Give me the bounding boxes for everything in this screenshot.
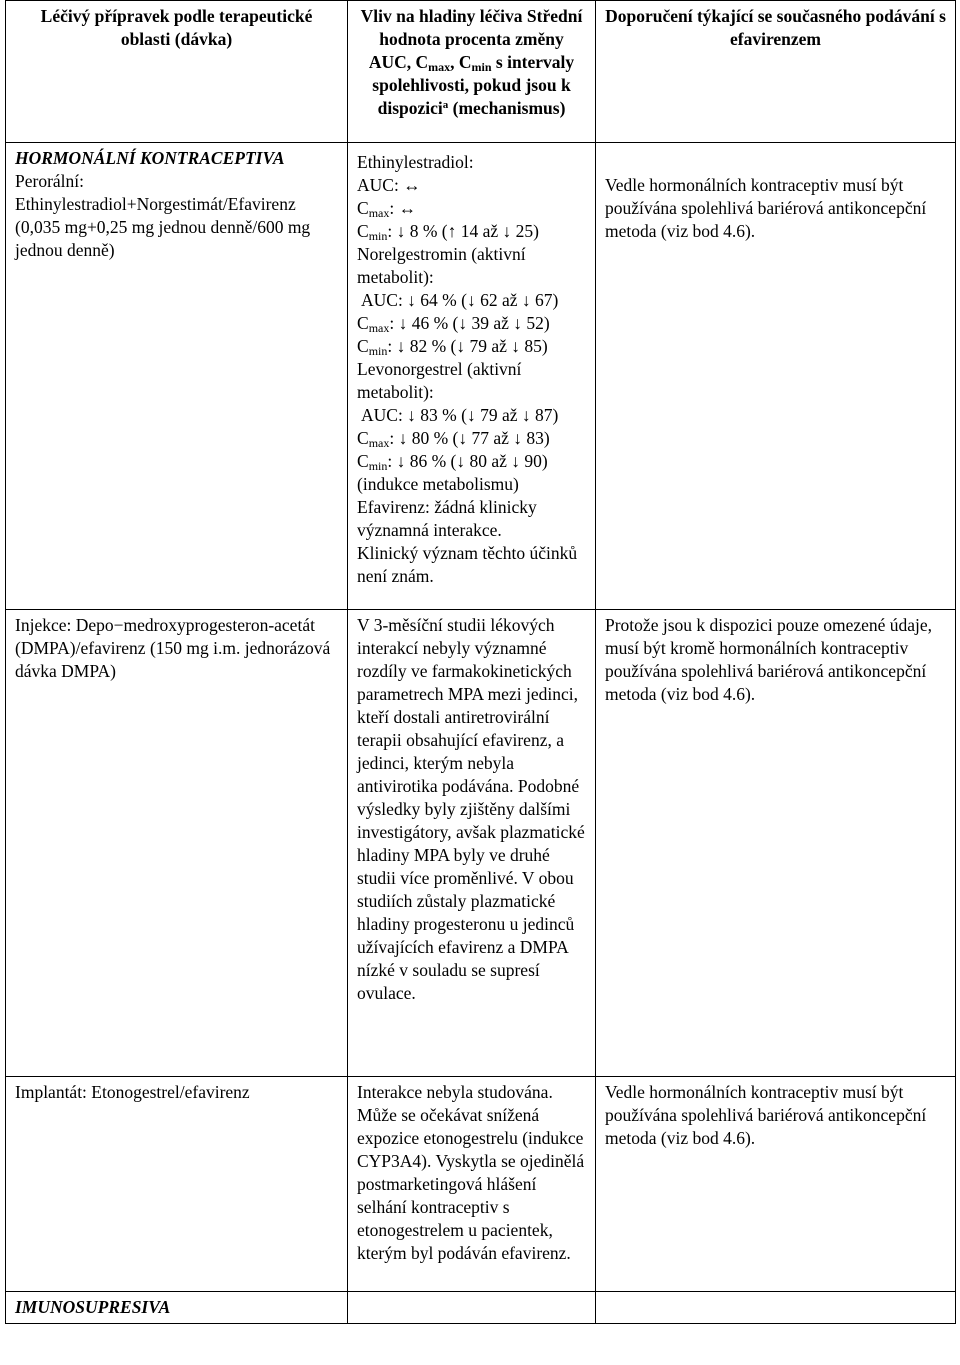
drug-cell: Injekce: Depo−medroxyprogesteron-acetát (DMPA)/efavirenz (150 mg i.m. jednorázová dávka DMPA): [6, 610, 348, 1077]
effect-rest: : ↓ 80 % (↓ 77 až ↓ 83): [389, 428, 550, 448]
table-header-row: [6, 1, 956, 143]
drug-cell: [6, 143, 348, 610]
effect-cell: [348, 143, 596, 610]
effect-line: AUC: ↔: [357, 175, 421, 195]
interaction-table: [5, 0, 956, 1324]
effect-sub: max: [368, 206, 390, 220]
effect-line: [357, 427, 586, 450]
table-row: [6, 610, 956, 1077]
effect-c: C: [357, 428, 369, 448]
effect-rest: : ↓ 46 % (↓ 39 až ↓ 52): [389, 313, 550, 333]
table-row: [6, 1292, 956, 1324]
header-recommendation: Doporučení týkající se současného podávání s efavirenzem: [596, 1, 956, 143]
header-effect-min-sub: min: [471, 60, 492, 74]
effect-line: [357, 450, 586, 473]
header-effect-part5: (mechanismus): [448, 98, 566, 118]
header-effect-part3: , C: [450, 52, 472, 72]
effect-rest: : ↓ 86 % (↓ 80 až ↓ 90): [387, 451, 548, 471]
header-footnote-a: a: [442, 99, 449, 111]
effect-c: C: [357, 221, 369, 241]
category-cell: [6, 1292, 348, 1324]
drug-cell: Implantát: Etonogestrel/efavirenz: [6, 1077, 348, 1292]
empty-cell: [348, 1292, 596, 1324]
effect-sub: max: [368, 321, 390, 335]
header-effect-max-sub: max: [428, 60, 451, 74]
table-row: [6, 1077, 956, 1292]
effect-line: Efavirenz: žádná klinicky významná interakce.: [357, 497, 537, 540]
empty-cell: [596, 1292, 956, 1324]
category-label: IMUNOSUPRESIVA: [15, 1297, 171, 1317]
effect-line: Norelgestromin (aktivní metabolit):: [357, 244, 526, 287]
effect-line: [357, 197, 586, 220]
effect-sub: min: [368, 229, 388, 243]
effect-line: (indukce metabolismu): [357, 474, 519, 494]
effect-line: Levonorgestrel (aktivní metabolit):: [357, 359, 522, 402]
effect-line: AUC: ↓ 83 % (↓ 79 až ↓ 87): [361, 405, 559, 425]
effect-cell: V 3-měsíční studii lékových interakcí nebyly významné rozdíly ve farmakokinetických parametrech MPA mezi jedinci, kteří dostali antiretrovirální terapii obsahující efavirenz, a jedinci, kterým nebyla antivirotika podávána. Podobné výsledky byly zjištěny dalšími investigátory, avšak plazmatické hladiny MPA byly ve druhé studii více proměnlivé. V obou studiích zůstaly plazmatické hladiny progesteronu u jedinců užívajících efavirenz a DMPA nízké v souladu se supresí ovulace.: [348, 610, 596, 1077]
header-effect-part2: Střední hodnota procenta změny AUC, C: [368, 6, 583, 72]
effect-rest: : ↓ 82 % (↓ 79 až ↓ 85): [387, 336, 548, 356]
drug-text: Perorální: Ethinylestradiol+Norgestimát/Efavirenz (0,035 mg+0,25 mg jednou denně/600 mg jednou denně): [15, 171, 311, 260]
effect-sub: max: [368, 436, 390, 450]
effect-c: C: [357, 313, 369, 333]
recommendation-text: Vedle hormonálních kontraceptiv musí být používána spolehlivá bariérová antikoncepční metoda (viz bod 4.6).: [605, 175, 927, 241]
effect-c: C: [357, 198, 369, 218]
table-row: [6, 143, 956, 610]
recommendation-cell: Protože jsou k dispozici pouze omezené údaje, musí být kromě hormonálních kontraceptiv používána spolehlivá bariérová antikoncepční metoda (viz bod 4.6).: [596, 610, 956, 1077]
effect-line: AUC: ↓ 64 % (↓ 62 až ↓ 67): [361, 290, 559, 310]
header-drug: Léčivý přípravek podle terapeutické oblasti (dávka): [6, 1, 348, 143]
effect-line: Klinický význam těchto účinků není znám.: [357, 543, 578, 586]
effect-line: [357, 335, 586, 358]
effect-line: [357, 312, 586, 335]
interaction-table-page: [5, 0, 955, 1324]
effect-c: C: [357, 336, 369, 356]
recommendation-cell: [596, 143, 956, 610]
effect-sub: min: [368, 459, 388, 473]
effect-sub: min: [368, 344, 388, 358]
recommendation-cell: Vedle hormonálních kontraceptiv musí být používána spolehlivá bariérová antikoncepční metoda (viz bod 4.6).: [596, 1077, 956, 1292]
category-label: HORMONÁLNÍ KONTRACEPTIVA: [15, 148, 285, 168]
effect-line: [357, 220, 586, 243]
effect-rest: : ↓ 8 % (↑ 14 až ↓ 25): [387, 221, 539, 241]
effect-rest: : ↔: [389, 198, 417, 218]
effect-line: Ethinylestradiol:: [357, 152, 474, 172]
header-effect: [348, 1, 596, 143]
effect-cell: Interakce nebyla studována. Může se očekávat snížená expozice etonogestrelu (indukce CYP3A4). Vyskytla se ojedinělá postmarketingová hlášení selhání kontraceptiv s etonogestrelem u pacientek, kterým byl podáván efavirenz.: [348, 1077, 596, 1292]
effect-c: C: [357, 451, 369, 471]
header-effect-part4: s intervaly spolehlivosti, pokud jsou k dispozici: [372, 52, 575, 118]
header-effect-part1: Vliv na hladiny léčiva: [360, 6, 523, 26]
